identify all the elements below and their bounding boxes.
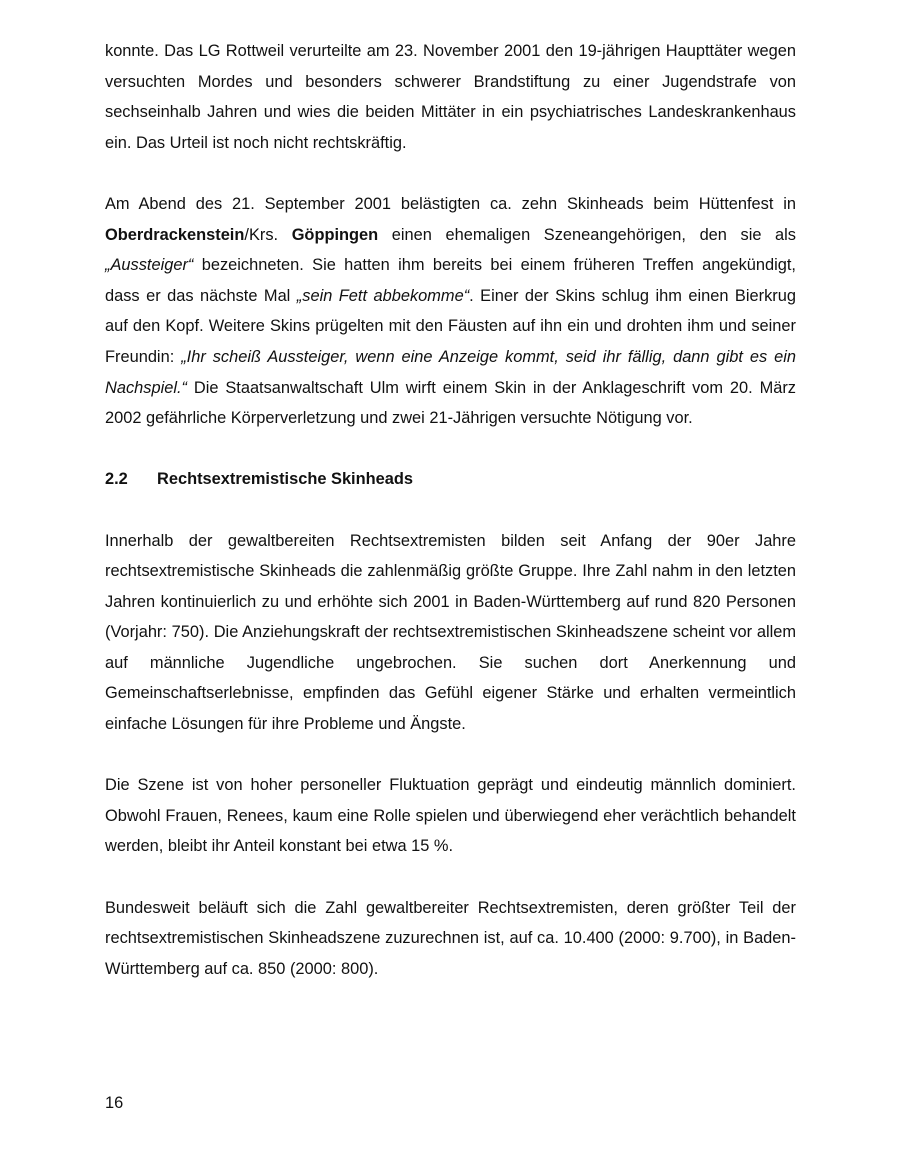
paragraph-2-text-6: Die Staatsanwaltschaft Ulm wirft einem Skin in der Anklageschrift vom 20. März 2002 gefährliche Körperverletzung und zwei 21-Jährigen versuchte Nötigung vor. [105,378,796,428]
paragraph-2-text-3: einen ehemaligen Szeneangehörigen, den sie als [378,225,796,244]
quote-fett: „sein Fett abbekomme“ [296,286,470,305]
paragraph-2-text-4: bezeichneten. Sie hatten ihm bereits bei einem früheren Treffen angekündigt, dass er das nächste Mal [105,256,796,305]
section-number: 2.2 [105,470,128,489]
quote-threat: „Ihr scheiß Aussteiger, wenn eine Anzeige kommt, seid ihr fällig, dann gibt es ein Nachspiel.“ [105,347,796,397]
paragraph-2-text-5: . Einer der Skins schlug ihm einen Bierkrug auf den Kopf. Weitere Skins prügelten mit den Fäusten auf ihn ein und drohten ihm und seiner Freundin: [105,286,796,366]
section-title: Rechtsextremistische Skinheads [157,470,413,489]
paragraph-spacer [105,862,796,893]
paragraph-3: Innerhalb der gewaltbereiten Rechtsextremisten bilden seit Anfang der 90er Jahre rechtsextremistische Skinheads die zahlenmäßig größte Gruppe. Ihre Zahl nahm in den letzten Jahren kontinuierlich zu und erhöhte sich 2001 in Baden-Württemberg auf rund 820 Personen (Vorjahr: 750). Die Anziehungskraft der rechtsextremistischen Skinheadszene scheint vor allem auf männliche Jugendliche ungebrochen. Sie suchen dort Anerkennung und Gemeinschaftserlebnisse, empfinden das Gefühl eigener Stärke und erhalten vermeintlich einfache Lösungen für ihre Probleme und Ängste. [105,531,796,734]
page-number: 16 [105,1094,124,1112]
place-name-oberdrackenstein: Oberdrackenstein [105,225,245,244]
paragraph-2 [105,189,796,434]
paragraph-4: Die Szene ist von hoher personeller Fluktuation geprägt und eindeutig männlich dominiert. Obwohl Frauen, Renees, kaum eine Rolle spielen und überwiegend eher verächtlich behandelt werden, bleibt ihr Anteil konstant bei etwa 15 %. [105,776,796,856]
place-name-goeppingen: Göppingen [291,225,379,244]
paragraph-1: konnte. Das LG Rottweil verurteilte am 23. November 2001 den 19-jährigen Haupttäter wegen versuchten Mordes und besonders schwerer Brandstiftung zu einer Jugendstrafe von sechseinhalb Jahren und wies die beiden Mittäter in ein psychiatrisches Landeskrankenhaus ein. Das Urteil ist noch nicht rechtskräftig. [105,42,796,152]
paragraph-spacer [105,740,796,771]
paragraph-5: Bundesweit beläuft sich die Zahl gewaltbereiter Rechtsextremisten, deren größter Teil der rechtsextremistischen Skinheadszene zuzurechnen ist, auf ca. 10.400 (2000: 9.700), in Baden-Württemberg auf ca. 850 (2000: 800). [105,898,796,978]
paragraph-spacer [105,434,796,465]
paragraph-2-text-2: /Krs. [244,225,292,244]
paragraph-2-text-1: Am Abend des 21. September 2001 belästigten ca. zehn Skinheads beim Hüttenfest in [105,194,796,213]
paragraph-spacer [105,158,796,189]
document-page [105,36,796,984]
section-heading [105,464,796,495]
paragraph-spacer [105,495,796,526]
quote-aussteiger: „Aussteiger“ [105,256,194,275]
